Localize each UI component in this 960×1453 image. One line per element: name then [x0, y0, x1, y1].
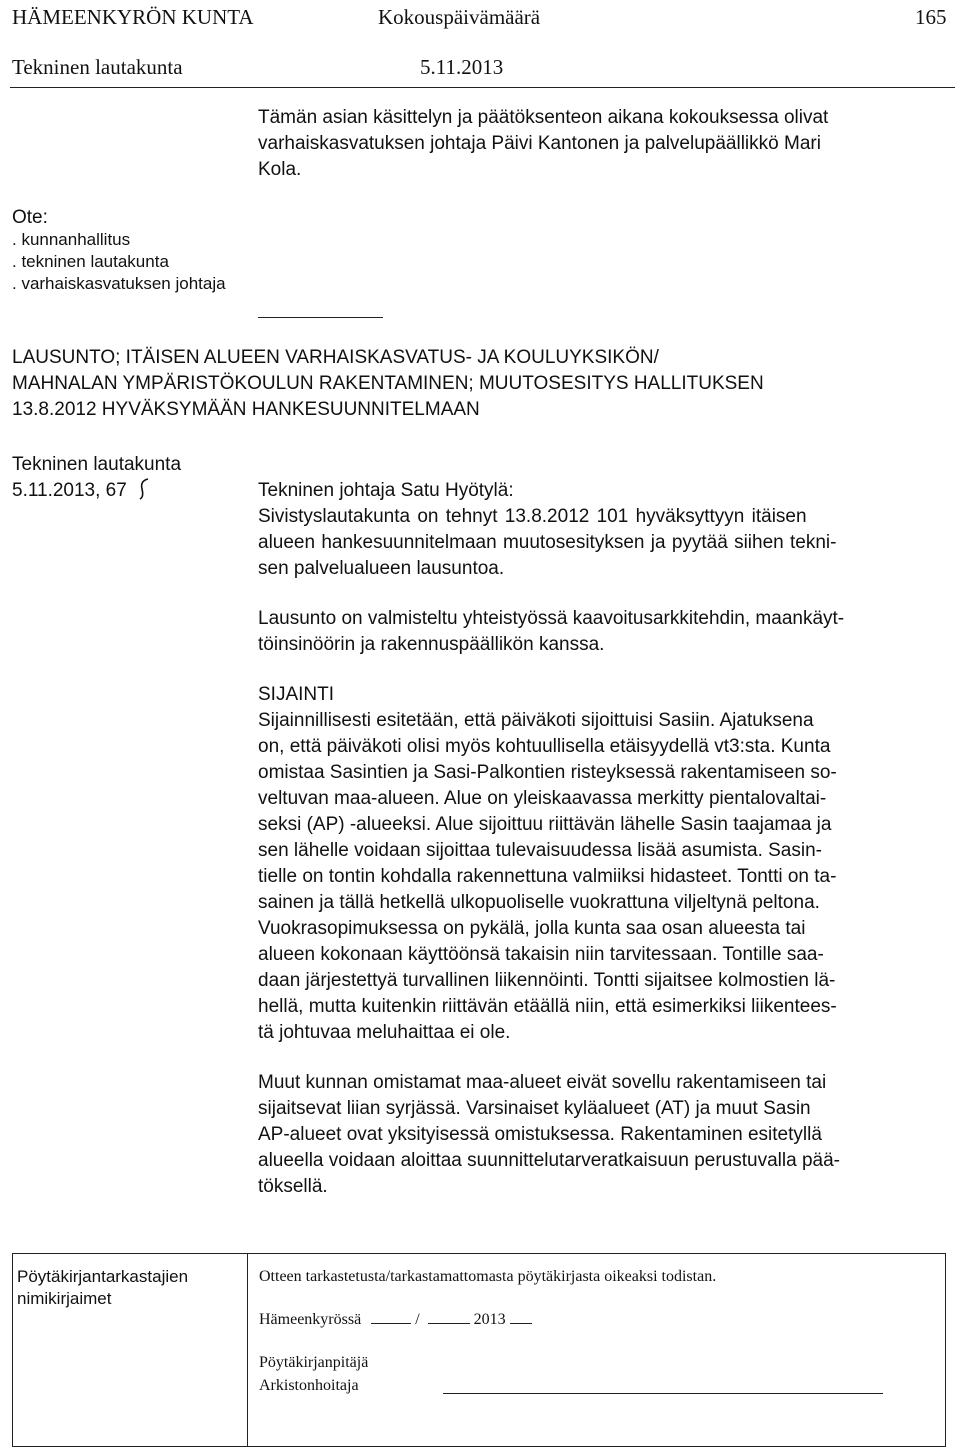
- section-meeting: [12, 478, 150, 504]
- intro-line: Kola.: [258, 159, 302, 180]
- place-date-line: [259, 1309, 532, 1331]
- paragraph-line: hellä, mutta kuitenkin riittävän etäällä niin, että esimerkiksi liikentees-: [258, 996, 837, 1017]
- footer-divider: [247, 1254, 248, 1446]
- paragraph-line: tä johtuvaa meluhaittaa ei ole.: [258, 1022, 511, 1043]
- header-page-number: 165: [915, 5, 947, 29]
- title-line: LAUSUNTO; ITÄISEN ALUEEN VARHAISKASVATUS- JA KOULUYKSIKÖN/: [12, 347, 659, 368]
- paragraph-line: Lausunto on valmisteltu yhteistyössä kaavoitusarkkitehdin, maankäyt-: [258, 608, 845, 629]
- footer-initials-label: [17, 1266, 188, 1310]
- paragraph-4: [258, 1070, 948, 1200]
- title-line: 13.8.2012 HYVÄKSYMÄÄN HANKESUUNNITELMAAN: [12, 399, 480, 420]
- paragraph-line: veltuvan maa-alueen. Alue on yleiskaavassa merkitty pientalovaltai-: [258, 788, 827, 809]
- ote-item: . kunnanhallitus: [12, 230, 131, 249]
- paragraph-line: AP-alueet ovat yksityisessä omistuksessa. Rakentaminen esitetyllä: [258, 1124, 822, 1145]
- archivist-label: Arkistonhoitaja: [259, 1377, 359, 1394]
- year-blank: [510, 1322, 532, 1324]
- intro-paragraph: [258, 105, 948, 183]
- paragraph-line: omistaa Sasintien ja Sasi-Palkontien risteyksessä rakentamiseen so-: [258, 762, 837, 783]
- paragraph-line: Sijainnillisesti esitetään, että päiväkoti sijoittuisi Sasiin. Ajatuksena: [258, 710, 814, 731]
- ote-item: . tekninen lautakunta: [12, 252, 169, 271]
- sijainti-paragraph: [258, 708, 948, 1046]
- section-board: Tekninen lautakunta: [12, 454, 182, 475]
- header-date: 5.11.2013: [420, 55, 504, 79]
- paragraph-line: sen lähelle voidaan sijoittaa tulevaisuudessa lisää asumista. Sasin-: [258, 840, 822, 861]
- paragraph-line-part: Sivistyslautakunta on tehnyt 13.8.2012 101 hyväksyttyyn itäisen: [258, 506, 807, 527]
- meeting-reference: 5.11.2013, 67: [12, 480, 127, 501]
- header-org: HÄMEENKYRÖN KUNTA: [12, 5, 254, 29]
- sijainti-heading: SIJAINTI: [258, 684, 335, 705]
- ote-item: . varhaiskasvatuksen johtaja: [12, 274, 226, 293]
- header-board: Tekninen lautakunta: [12, 55, 183, 79]
- initials-label-line: nimikirjaimet: [17, 1289, 112, 1308]
- day-blank: [371, 1322, 411, 1324]
- title-line: MAHNALAN YMPÄRISTÖKOULUN RAKENTAMINEN; MUUTOSESITYS HALLITUKSEN: [12, 373, 764, 394]
- paragraph-line: töksellä.: [258, 1176, 328, 1197]
- header-doc-type: Kokouspäivämäärä: [378, 5, 541, 29]
- paragraph-line: töinsinöörin ja rakennuspäällikön kanssa.: [258, 634, 605, 655]
- initials-label-line: Pöytäkirjantarkastajien: [17, 1267, 189, 1286]
- paragraph-line: alueella voidaan aloittaa suunnittelutarveratkaisuun perustuvalla pää-: [258, 1150, 840, 1171]
- place-name: Hämeenkyrössä: [259, 1311, 362, 1328]
- intro-line: varhaiskasvatuksen johtaja Päivi Kantonen ja palvelupäällikkö Mari: [258, 133, 821, 154]
- separator-short-rule: [258, 317, 383, 318]
- presenter: Tekninen johtaja Satu Hyötylä:: [258, 480, 514, 501]
- paragraph-line: Vuokrasopimuksessa on pykälä, jolla kunta saa osan alueesta tai: [258, 918, 806, 939]
- certification-text: Otteen tarkastetusta/tarkastamattomasta pöytäkirjasta oikeaksi todistan.: [259, 1268, 717, 1285]
- section-sign-icon: [138, 478, 150, 504]
- paragraph-1: [258, 504, 948, 582]
- paragraph-line: alueen kokonaan käyttöönsä takaisin niin tarvitessaan. Tontille saa-: [258, 944, 824, 965]
- paragraph-2: [258, 606, 948, 658]
- ote-label: Ote:: [12, 207, 48, 228]
- ote-list: [12, 206, 226, 295]
- header-rule: [10, 87, 955, 88]
- month-blank: [428, 1322, 470, 1324]
- paragraph-line: sijaitsevat liian syrjässä. Varsinaiset kyläalueet (AT) ja muut Sasin: [258, 1098, 811, 1119]
- footer-box: [12, 1253, 946, 1447]
- paragraph-line: alueen hankesuunnitelmaan muutosesityksen ja pyytää siihen tekni-: [258, 532, 837, 553]
- paragraph-line: tielle on tontin kohdalla rakennettuna valmiiksi hidasteet. Tontti on ta-: [258, 866, 837, 887]
- paragraph-line: [258, 504, 948, 530]
- keeper-label: Pöytäkirjanpitäjä: [259, 1354, 369, 1371]
- paragraph-line: seksi (AP) -alueeksi. Alue sijoittuu riittävän lähelle Sasin taajamaa ja: [258, 814, 832, 835]
- paragraph-line: sen palvelualueen lausuntoa.: [258, 558, 505, 579]
- archivist-signature-line: [443, 1392, 883, 1394]
- paragraph-line: daan järjestettyä turvallinen liikennöinti. Tontti sijaitsee kolmostien lä-: [258, 970, 836, 991]
- paragraph-line: on, että päiväkoti olisi myös kohtuullisella etäisyydellä vt3:sta. Kunta: [258, 736, 831, 757]
- item-title: [12, 345, 952, 423]
- paragraph-line: Muut kunnan omistamat maa-alueet eivät sovellu rakentamiseen tai: [258, 1072, 827, 1093]
- intro-line: Tämän asian käsittelyn ja päätöksenteon aikana kokouksessa olivat: [258, 107, 829, 128]
- year: 2013: [473, 1311, 506, 1328]
- paragraph-line: sainen ja tällä hetkellä ulkopuoliselle vuokrattuna viljeltynä peltona.: [258, 892, 820, 913]
- date-slash: /: [415, 1311, 420, 1328]
